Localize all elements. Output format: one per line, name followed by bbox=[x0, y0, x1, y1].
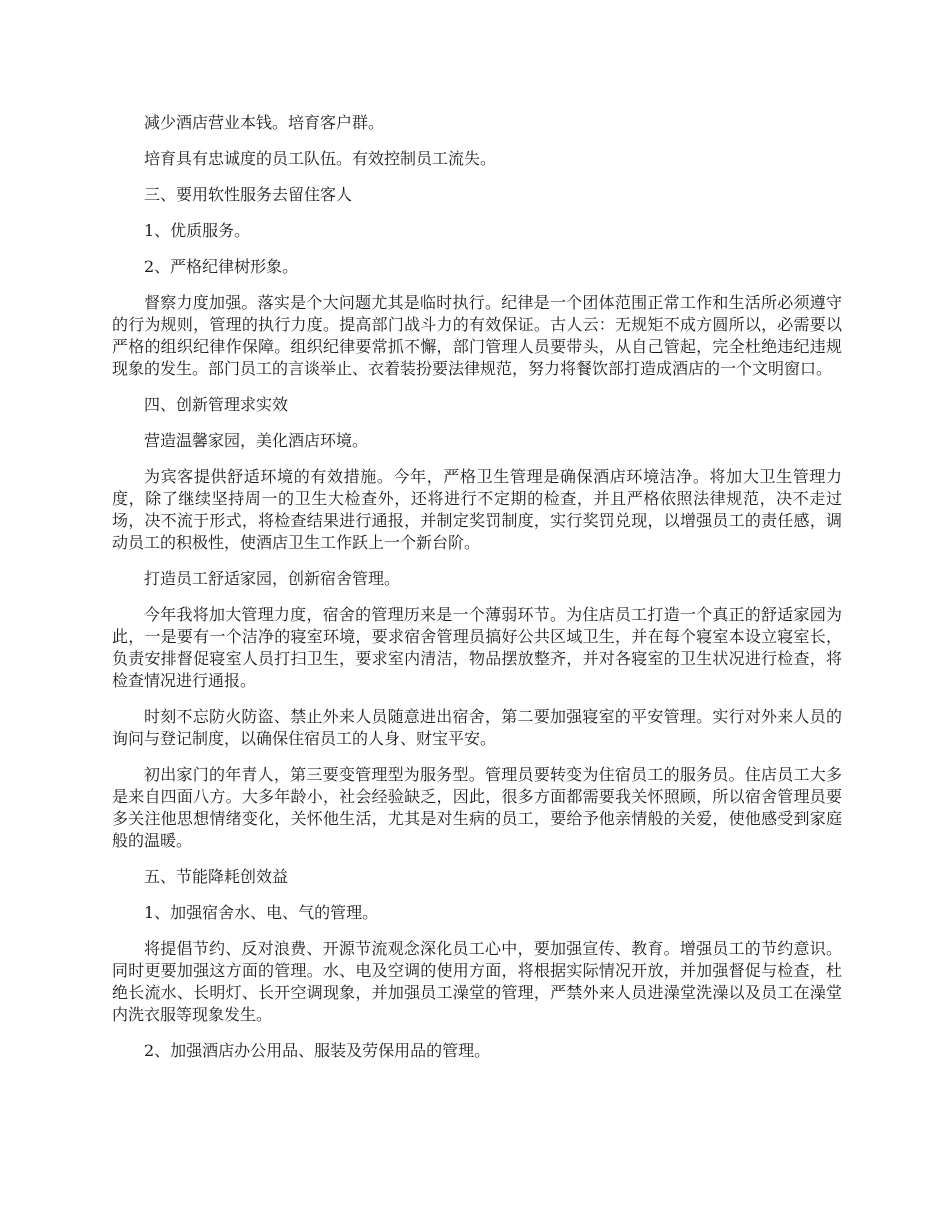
paragraph: 将提倡节约、反对浪费、开源节流观念深化员工心中，要加强宣传、教育。增强员工的节约意识。同时更要加强这方面的管理。水、电及空调的使用方面，将根据实际情况开放，并加强督促与检查，杜绝长流水、长明灯、长开空调现象，并加强员工澡堂的管理，严禁外来人员进澡堂洗澡以及员工在澡堂内洗衣服等现象发生。 bbox=[112, 939, 842, 1024]
section-heading: 四、创新管理求实效 bbox=[144, 395, 289, 414]
list-item: 1、加强宿舍水、电、气的管理。 bbox=[144, 903, 379, 922]
paragraph: 减少酒店营业本钱。培育客户群。 bbox=[144, 113, 385, 132]
paragraph: 培育具有忠诚度的员工队伍。有效控制员工流失。 bbox=[144, 149, 497, 168]
list-item: 2、加强酒店办公用品、服装及劳保用品的管理。 bbox=[144, 1041, 491, 1060]
paragraph: 今年我将加大管理力度，宿舍的管理历来是一个薄弱环节。为住店员工打造一个真正的舒适家园为此，一是要有一个洁净的寝室环境，要求宿舍管理员搞好公共区域卫生，并在每个寝室本设立寝室长，负责安排督促寝室人员打扫卫生，要求室内清洁，物品摆放整齐，并对各寝室的卫生状况进行检查，将检查情况进行通报。 bbox=[112, 605, 842, 690]
list-item: 2、严格纪律树形象。 bbox=[144, 257, 299, 276]
paragraph: 营造温馨家园，美化酒店环境。 bbox=[144, 431, 369, 450]
paragraph: 时刻不忘防火防盗、禁止外来人员随意进出宿舍，第二要加强寝室的平安管理。实行对外来人员的询问与登记制度，以确保住宿员工的人身、财宝平安。 bbox=[112, 707, 842, 748]
paragraph: 初出家门的年青人，第三要变管理型为服务型。管理员要转变为住宿员工的服务员。住店员工大多是来自四面八方。大多年龄小，社会经验缺乏，因此，很多方面都需要我关怀照顾，所以宿舍管理员要多关注他思想情绪变化，关怀他生活，尤其是对生病的员工，要给予他亲情般的关爱，使他感受到家庭般的温暖。 bbox=[112, 765, 842, 850]
paragraph: 打造员工舒适家园，创新宿舍管理。 bbox=[144, 569, 401, 588]
section-heading: 三、要用软性服务去留住客人 bbox=[144, 185, 353, 204]
document-page bbox=[112, 112, 842, 1076]
paragraph: 督察力度加强。落实是个大问题尤其是临时执行。纪律是一个团体范围正常工作和生活所必须遵守的行为规则，管理的执行力度。提高部门战斗力的有效保证。古人云：无规矩不成方圆所以，必需要以严格的组织纪律作保障。组织纪律要常抓不懈，部门管理人员要带头，从自己管起，完全杜绝违纪违规现象的发生。部门员工的言谈举止、衣着装扮要法律规范，努力将餐饮部打造成酒店的一个文明窗口。 bbox=[112, 293, 842, 378]
list-item: 1、优质服务。 bbox=[144, 221, 251, 240]
section-heading: 五、节能降耗创效益 bbox=[144, 867, 289, 886]
paragraph: 为宾客提供舒适环境的有效措施。今年，严格卫生管理是确保酒店环境洁净。将加大卫生管理力度，除了继续坚持周一的卫生大检查外，还将进行不定期的检查，并且严格依照法律规范，决不走过场，决不流于形式，将检查结果进行通报，并制定奖罚制度，实行奖罚兑现，以增强员工的责任感，调动员工的积极性，使酒店卫生工作跃上一个新台阶。 bbox=[112, 467, 842, 552]
